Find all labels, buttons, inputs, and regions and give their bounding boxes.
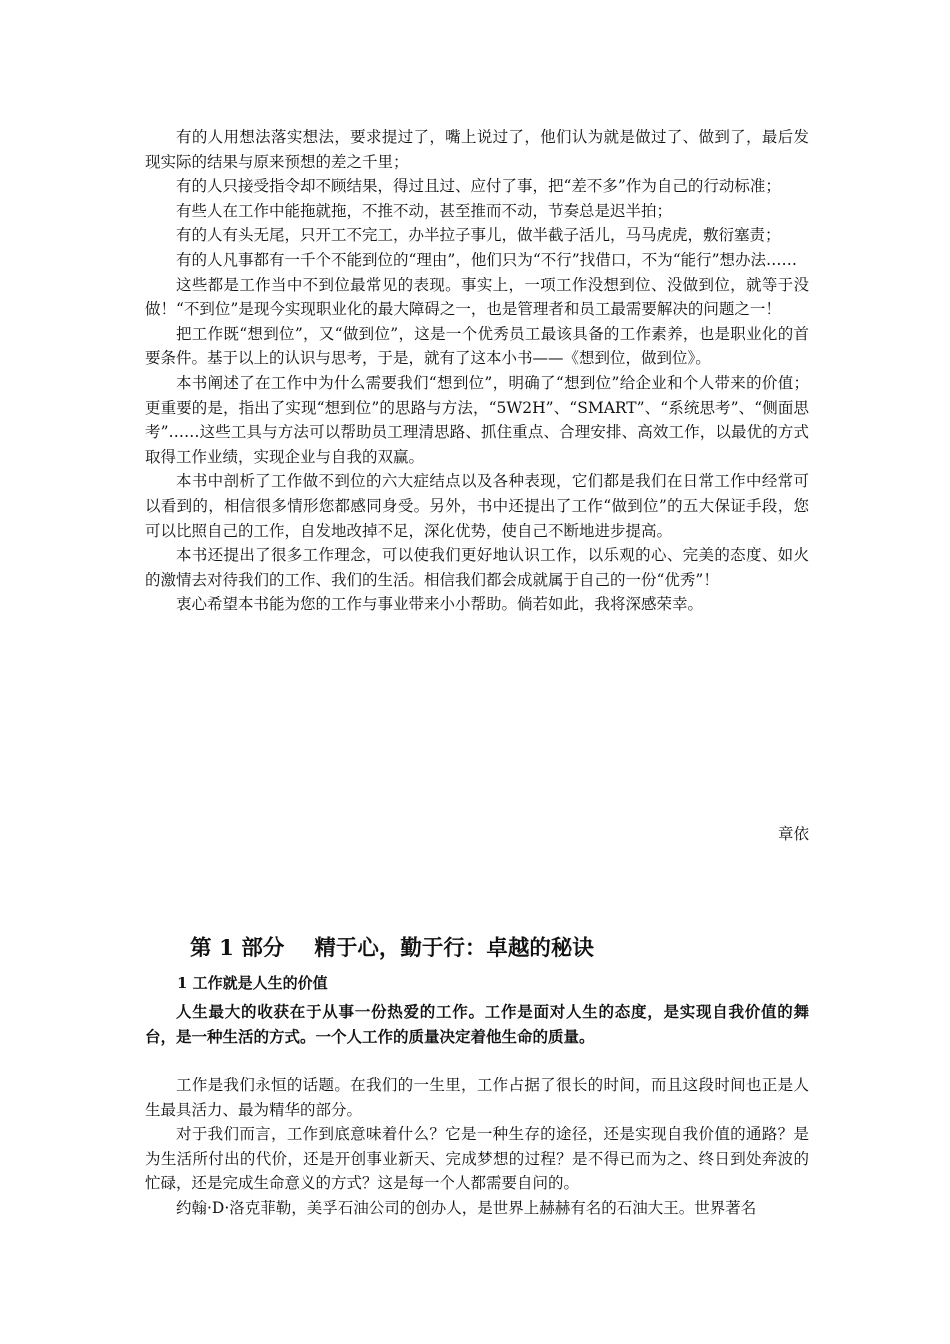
paragraph: 把工作既“想到位”，又“做到位”，这是一个优秀员工最该具备的工作素养，也是职业化的首要条件。基于以上的认识与思考，于是，就有了这本小书——《想到位，做到位》。 (145, 324, 809, 368)
paragraph: 约翰·D·洛克菲勒，美孚石油公司的创办人，是世界上赫赫有名的石油大王。世界著名 (176, 1198, 757, 1217)
section-body (145, 1073, 809, 1220)
paragraph: 有的人用想法落实想法，要求提过了，嘴上说过了，他们认为就是做过了、做到了，最后发现实际的结果与原来预想的差之千里； (145, 128, 809, 171)
paragraph: 有的人有头无尾，只开工不完工，办半拉子事儿，做半截子活儿，马马虎虎，敷衍塞责； (176, 226, 781, 245)
paragraph: 工作是我们永恒的话题。在我们的一生里，工作占据了很长的时间，而且这段时间也正是人生最具活力、最为精华的部分。 (145, 1076, 809, 1119)
part-heading: 第 1 部分 精于心，勤于行：卓越的秘诀 (190, 936, 594, 961)
paragraph: 这些都是工作当中不到位最常见的表现。事实上，一项工作没想到位、没做到位，就等于没做！“不到位”是现今实现职业化的最大障碍之一，也是管理者和员工最需要解决的问题之一！ (145, 275, 809, 319)
paragraph: 有的人只接受指令却不顾结果，得过且过、应付了事，把“差不多”作为自己的行动标准； (176, 177, 781, 196)
paragraph: 本书还提出了很多工作理念，可以使我们更好地认识工作，以乐观的心、完美的态度、如火的激情去对待我们的工作、我们的生活。相信我们都会成就属于自己的一份“优秀”！ (145, 546, 809, 589)
preface-body (145, 125, 809, 617)
paragraph: 对于我们而言，工作到底意味着什么？它是一种生存的途径，还是实现自我价值的通路？是为生活所付出的代价，还是开创事业新天、完成梦想的过程？是不得已而为之、终日到处奔波的忙碌，还是完成生命意义的方式？这是每一个人都需要自问的。 (145, 1125, 809, 1192)
paragraph: 本书中剖析了工作做不到位的六大症结点以及各种表现，它们都是我们在日常工作中经常可以看到的，相信很多情形您都感同身受。另外，书中还提出了工作“做到位”的五大保证手段，您可以比照自己的工作，自发地改掉不足，深化优势，使自己不断地进步提高。 (145, 472, 809, 540)
section-lead (145, 999, 809, 1049)
section-heading: 1 工作就是人生的价值 (177, 974, 328, 992)
lead-paragraph: 人生最大的收获在于从事一份热爱的工作。工作是面对人生的态度，是实现自我价值的舞台，是一种生活的方式。一个人工作的质量决定着他生命的质量。 (145, 1002, 809, 1046)
paragraph: 有些人在工作中能拖就拖，不推不动，甚至推而不动，节奏总是迟半拍； (176, 201, 673, 220)
paragraph: 有的人凡事都有一千个不能到位的“理由”，他们只为“不行”找借口，不为“能行”想办法…… (176, 250, 798, 269)
paragraph: 衷心希望本书能为您的工作与事业带来小小帮助。倘若如此，我将深感荣幸。 (176, 595, 704, 614)
paragraph: 本书阐述了在工作中为什么需要我们“想到位”，明确了“想到位”给企业和个人带来的价值；更重要的是，指出了实现“想到位”的思路与方法，“5W2H”、“SMART”、“系统思考”、“侧面思考”……这些工具与方法可以帮助员工理清思路、抓住重点、合理安排、高效工作，以最优的方式取得工作业绩，实现企业与自我的双赢。 (145, 373, 809, 466)
author-signature: 章依 (777, 825, 809, 843)
